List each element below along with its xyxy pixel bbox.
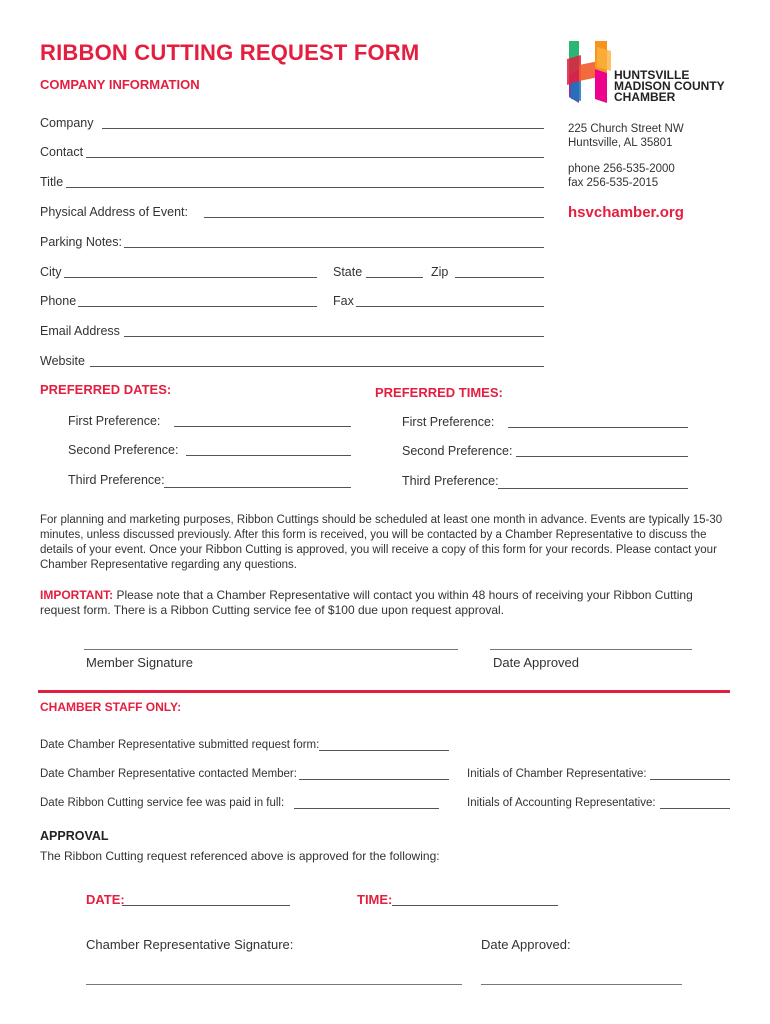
staff-fee-paid-field[interactable] bbox=[294, 808, 439, 809]
date-pref-1-label: First Preference: bbox=[68, 414, 161, 428]
initials-acct-field[interactable] bbox=[660, 808, 730, 809]
planning-paragraph: For planning and marketing purposes, Ribbon Cuttings should be scheduled at least one month in advance. Events are typically 15-30 minutes, unless discussed previously. After this form is received, you will be contacted by a Chamber Representative to discuss the details of your event. Once your Ribbon Cutting is approved, you will receive a copy of this form for your records. Please contact your Chamber Representative regarding any questions. bbox=[40, 514, 723, 571]
initials-rep-label: Initials of Chamber Representative: bbox=[467, 768, 647, 780]
time-pref-2-field[interactable] bbox=[516, 456, 688, 457]
chamber-rep-signature-line[interactable] bbox=[86, 984, 462, 985]
fax-label: Fax bbox=[333, 294, 354, 308]
approval-time-label: TIME: bbox=[357, 892, 393, 907]
title-field[interactable] bbox=[66, 187, 544, 188]
preferred-times-heading: PREFERRED TIMES: bbox=[375, 385, 503, 400]
important-text: Please note that a Chamber Representative will contact you within 48 hours of receiving your Ribbon Cutting request form. There is a Ribbon Cutting service fee of $100 due upon request approval. bbox=[40, 588, 693, 617]
city-field[interactable] bbox=[64, 277, 317, 278]
form-title: RIBBON CUTTING REQUEST FORM bbox=[40, 40, 420, 65]
date-approved-line[interactable] bbox=[490, 649, 692, 650]
time-pref-1-field[interactable] bbox=[508, 427, 688, 428]
member-signature-label: Member Signature bbox=[86, 655, 193, 670]
company-info-heading: COMPANY INFORMATION bbox=[40, 77, 200, 92]
time-pref-1-label: First Preference: bbox=[402, 415, 495, 429]
time-pref-3-label: Third Preference: bbox=[402, 474, 499, 488]
state-label: State bbox=[333, 265, 363, 279]
staff-fee-paid-label: Date Ribbon Cutting service fee was paid in full: bbox=[40, 797, 285, 809]
company-label: Company bbox=[40, 116, 94, 130]
chamber-logo-mark bbox=[567, 41, 611, 103]
phone-label: Phone bbox=[40, 294, 77, 308]
initials-acct-label: Initials of Accounting Representative: bbox=[467, 797, 656, 809]
zip-label: Zip bbox=[431, 265, 449, 279]
date-pref-2-label: Second Preference: bbox=[68, 443, 179, 457]
staff-divider bbox=[38, 690, 730, 693]
company-field[interactable] bbox=[102, 128, 544, 129]
date-approved-label: Date Approved bbox=[493, 655, 580, 670]
chamber-contact: phone 256-535-2000 fax 256-535-2015 bbox=[568, 163, 675, 189]
staff-only-heading: CHAMBER STAFF ONLY: bbox=[40, 700, 182, 714]
member-signature-line[interactable] bbox=[84, 649, 458, 650]
city-label: City bbox=[40, 265, 62, 279]
parking-notes-label: Parking Notes: bbox=[40, 235, 122, 249]
physical-address-field[interactable] bbox=[204, 217, 544, 218]
state-field[interactable] bbox=[366, 277, 423, 278]
chamber-website-link[interactable]: hsvchamber.org bbox=[568, 204, 684, 221]
important-label: IMPORTANT: bbox=[40, 588, 114, 602]
preferred-dates-heading: PREFERRED DATES: bbox=[40, 382, 172, 397]
contact-label: Contact bbox=[40, 145, 84, 159]
fax-field[interactable] bbox=[356, 306, 544, 307]
initials-rep-field[interactable] bbox=[650, 779, 730, 780]
email-field[interactable] bbox=[124, 336, 544, 337]
staff-contacted-field[interactable] bbox=[299, 779, 449, 780]
physical-address-label: Physical Address of Event: bbox=[40, 205, 188, 219]
chamber-rep-signature-label: Chamber Representative Signature: bbox=[86, 937, 294, 952]
date-pref-1-field[interactable] bbox=[174, 426, 351, 427]
date-approved-2-label: Date Approved: bbox=[481, 937, 571, 952]
chamber-logo-text: HUNTSVILLE MADISON COUNTY CHAMBER bbox=[614, 68, 725, 104]
time-pref-2-label: Second Preference: bbox=[402, 444, 513, 458]
staff-submitted-field[interactable] bbox=[319, 750, 449, 751]
website-label: Website bbox=[40, 354, 85, 368]
staff-submitted-label: Date Chamber Representative submitted request form: bbox=[40, 739, 320, 751]
important-paragraph bbox=[40, 588, 710, 618]
phone-field[interactable] bbox=[78, 306, 317, 307]
title-label: Title bbox=[40, 175, 64, 189]
date-pref-3-field[interactable] bbox=[164, 487, 351, 488]
approval-time-field[interactable] bbox=[392, 905, 558, 906]
email-label: Email Address bbox=[40, 324, 120, 338]
parking-notes-field[interactable] bbox=[124, 247, 544, 248]
staff-contacted-label: Date Chamber Representative contacted Member: bbox=[40, 768, 297, 780]
approval-text: The Ribbon Cutting request referenced above is approved for the following: bbox=[40, 849, 440, 863]
date-approved-2-line[interactable] bbox=[481, 984, 682, 985]
contact-field[interactable] bbox=[86, 157, 544, 158]
approval-date-label: DATE: bbox=[86, 892, 125, 907]
date-pref-3-label: Third Preference: bbox=[68, 473, 165, 487]
approval-heading: APPROVAL bbox=[40, 829, 109, 843]
zip-field[interactable] bbox=[455, 277, 544, 278]
time-pref-3-field[interactable] bbox=[498, 488, 688, 489]
website-field[interactable] bbox=[90, 366, 544, 367]
chamber-address: 225 Church Street NW Huntsville, AL 35801 bbox=[568, 123, 684, 149]
date-pref-2-field[interactable] bbox=[186, 455, 351, 456]
approval-date-field[interactable] bbox=[122, 905, 290, 906]
